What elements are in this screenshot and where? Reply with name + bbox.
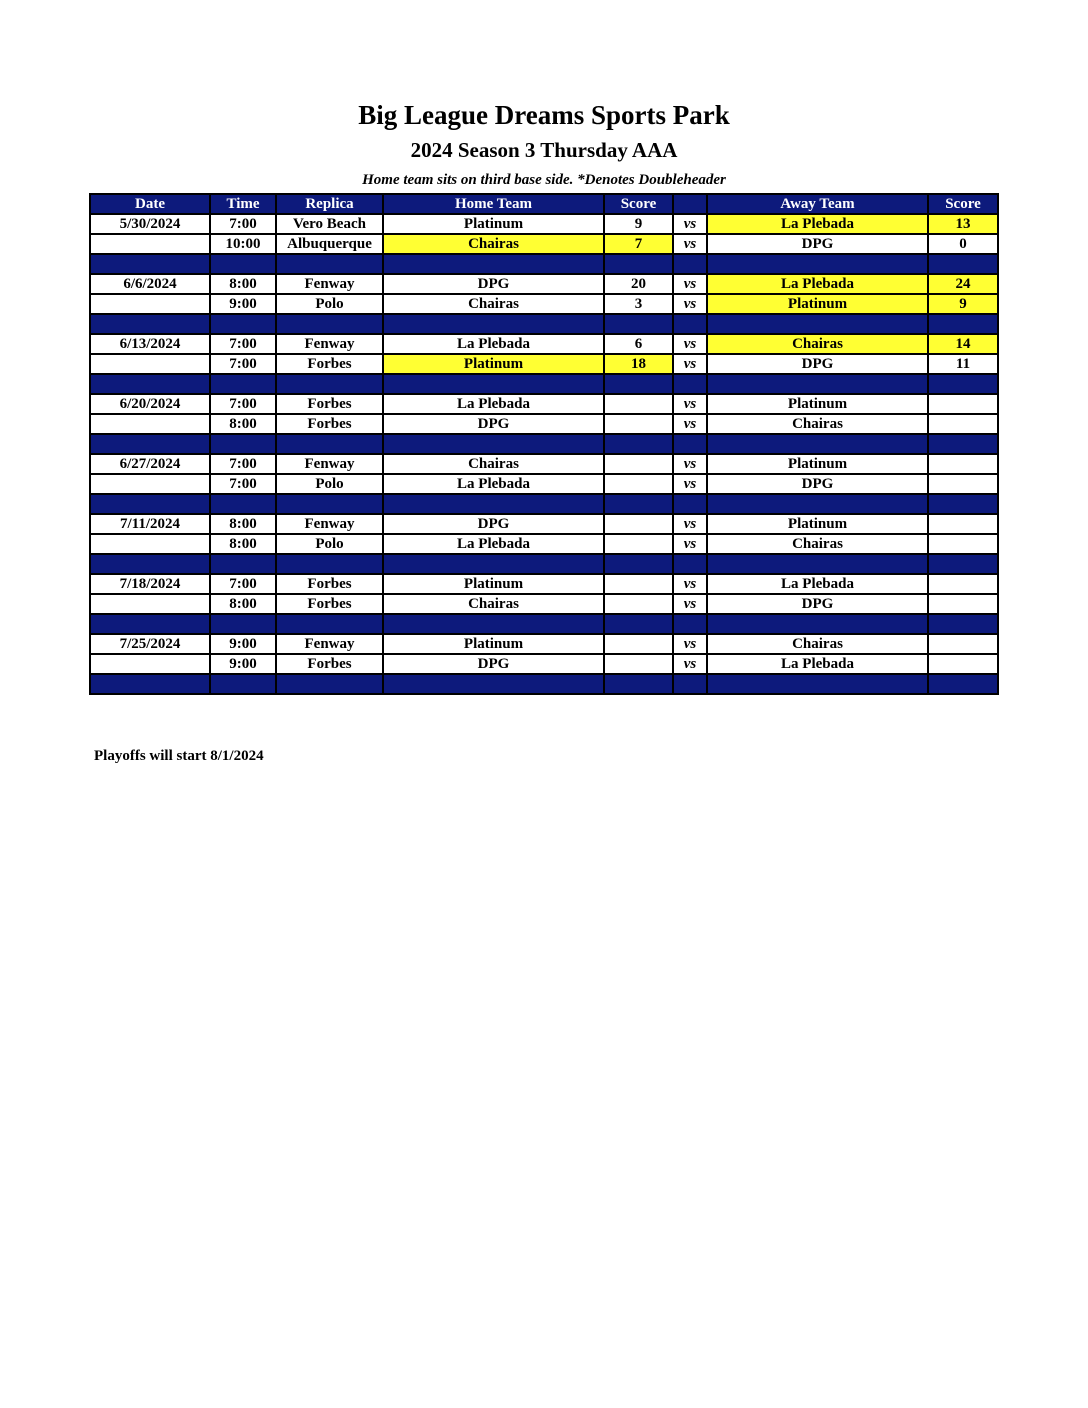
replica-cell: Forbes: [276, 354, 383, 374]
table-row: [90, 294, 998, 314]
header-away-score: Score: [928, 194, 998, 214]
vs-cell: vs: [673, 634, 707, 654]
home-team-cell: La Plebada: [383, 534, 604, 554]
separator-cell: [210, 554, 276, 574]
schedule-note: Home team sits on third base side. *Denotes Doubleheader: [362, 172, 726, 188]
home-team-cell: Chairas: [383, 594, 604, 614]
separator-cell: [276, 254, 383, 274]
separator-cell: [928, 314, 998, 334]
header-time: Time: [210, 194, 276, 214]
replica-cell: Polo: [276, 294, 383, 314]
separator-cell: [673, 554, 707, 574]
home-score-cell: 18: [604, 354, 673, 374]
separator-row: [90, 254, 998, 274]
time-cell: 8:00: [210, 534, 276, 554]
separator-cell: [383, 614, 604, 634]
home-team-cell: DPG: [383, 654, 604, 674]
home-score-cell: [604, 514, 673, 534]
separator-cell: [210, 314, 276, 334]
away-team-cell: Platinum: [707, 294, 928, 314]
away-score-cell: [928, 534, 998, 554]
separator-cell: [210, 374, 276, 394]
home-score-cell: 6: [604, 334, 673, 354]
home-team-cell: Platinum: [383, 634, 604, 654]
table-row: [90, 654, 998, 674]
separator-cell: [210, 254, 276, 274]
replica-cell: Forbes: [276, 394, 383, 414]
date-cell: 5/30/2024: [90, 214, 210, 234]
separator-cell: [673, 314, 707, 334]
separator-row: [90, 614, 998, 634]
date-cell: 6/13/2024: [90, 334, 210, 354]
home-score-cell: 3: [604, 294, 673, 314]
time-cell: 10:00: [210, 234, 276, 254]
separator-row: [90, 674, 998, 694]
header-replica: Replica: [276, 194, 383, 214]
separator-row: [90, 314, 998, 334]
away-score-cell: 9: [928, 294, 998, 314]
away-score-cell: [928, 634, 998, 654]
separator-cell: [90, 434, 210, 454]
replica-cell: Fenway: [276, 274, 383, 294]
separator-row: [90, 554, 998, 574]
replica-cell: Forbes: [276, 654, 383, 674]
time-cell: 7:00: [210, 334, 276, 354]
schedule-table: [89, 193, 999, 695]
replica-cell: Forbes: [276, 574, 383, 594]
replica-cell: Forbes: [276, 594, 383, 614]
vs-cell: vs: [673, 454, 707, 474]
table-row: [90, 454, 998, 474]
table-row: [90, 634, 998, 654]
away-team-cell: DPG: [707, 354, 928, 374]
away-team-cell: DPG: [707, 594, 928, 614]
table-row: [90, 474, 998, 494]
separator-cell: [604, 554, 673, 574]
separator-cell: [707, 554, 928, 574]
away-team-cell: La Plebada: [707, 274, 928, 294]
separator-cell: [210, 614, 276, 634]
date-cell: 7/25/2024: [90, 634, 210, 654]
header-date: Date: [90, 194, 210, 214]
table-row: [90, 274, 998, 294]
date-cell: [90, 294, 210, 314]
separator-cell: [383, 254, 604, 274]
replica-cell: Polo: [276, 534, 383, 554]
away-team-cell: Platinum: [707, 394, 928, 414]
header-away-team: Away Team: [707, 194, 928, 214]
separator-cell: [90, 374, 210, 394]
replica-cell: Fenway: [276, 454, 383, 474]
separator-cell: [928, 494, 998, 514]
vs-cell: vs: [673, 354, 707, 374]
separator-cell: [383, 494, 604, 514]
away-team-cell: Platinum: [707, 514, 928, 534]
time-cell: 9:00: [210, 294, 276, 314]
away-score-cell: [928, 454, 998, 474]
header-home-team: Home Team: [383, 194, 604, 214]
home-score-cell: [604, 654, 673, 674]
home-team-cell: Platinum: [383, 574, 604, 594]
home-team-cell: La Plebada: [383, 394, 604, 414]
date-cell: [90, 234, 210, 254]
vs-cell: vs: [673, 294, 707, 314]
separator-cell: [673, 434, 707, 454]
time-cell: 7:00: [210, 574, 276, 594]
away-score-cell: 13: [928, 214, 998, 234]
away-team-cell: La Plebada: [707, 574, 928, 594]
replica-cell: Fenway: [276, 514, 383, 534]
playoffs-note: Playoffs will start 8/1/2024: [94, 748, 264, 764]
away-score-cell: [928, 654, 998, 674]
vs-cell: vs: [673, 334, 707, 354]
table-row: [90, 594, 998, 614]
separator-cell: [673, 374, 707, 394]
table-row: [90, 574, 998, 594]
separator-cell: [90, 614, 210, 634]
table-row: [90, 354, 998, 374]
time-cell: 7:00: [210, 474, 276, 494]
page-subtitle: 2024 Season 3 Thursday AAA: [410, 138, 678, 162]
separator-cell: [928, 674, 998, 694]
date-cell: [90, 474, 210, 494]
table-row: [90, 234, 998, 254]
away-score-cell: [928, 594, 998, 614]
separator-cell: [90, 314, 210, 334]
away-score-cell: [928, 474, 998, 494]
separator-cell: [707, 494, 928, 514]
separator-cell: [707, 614, 928, 634]
time-cell: 8:00: [210, 514, 276, 534]
home-team-cell: DPG: [383, 514, 604, 534]
date-cell: 6/6/2024: [90, 274, 210, 294]
away-score-cell: [928, 414, 998, 434]
separator-cell: [276, 314, 383, 334]
table-row: [90, 394, 998, 414]
separator-cell: [383, 554, 604, 574]
vs-cell: vs: [673, 594, 707, 614]
separator-cell: [673, 674, 707, 694]
away-team-cell: La Plebada: [707, 214, 928, 234]
separator-cell: [276, 614, 383, 634]
vs-cell: vs: [673, 214, 707, 234]
vs-cell: vs: [673, 534, 707, 554]
vs-cell: vs: [673, 234, 707, 254]
vs-cell: vs: [673, 574, 707, 594]
date-cell: 7/11/2024: [90, 514, 210, 534]
separator-cell: [383, 674, 604, 694]
replica-cell: Vero Beach: [276, 214, 383, 234]
separator-cell: [604, 254, 673, 274]
schedule-body: [90, 214, 998, 694]
separator-cell: [90, 254, 210, 274]
separator-cell: [276, 374, 383, 394]
separator-cell: [383, 434, 604, 454]
separator-cell: [707, 314, 928, 334]
away-team-cell: Chairas: [707, 414, 928, 434]
home-score-cell: 9: [604, 214, 673, 234]
date-cell: [90, 594, 210, 614]
separator-cell: [707, 374, 928, 394]
home-score-cell: [604, 594, 673, 614]
separator-cell: [276, 494, 383, 514]
separator-cell: [604, 674, 673, 694]
home-score-cell: [604, 394, 673, 414]
date-cell: [90, 654, 210, 674]
home-team-cell: Chairas: [383, 234, 604, 254]
date-cell: 6/20/2024: [90, 394, 210, 414]
time-cell: 7:00: [210, 454, 276, 474]
separator-cell: [383, 314, 604, 334]
separator-cell: [928, 554, 998, 574]
separator-cell: [210, 494, 276, 514]
away-score-cell: 0: [928, 234, 998, 254]
table-row: [90, 514, 998, 534]
home-score-cell: [604, 454, 673, 474]
away-score-cell: [928, 574, 998, 594]
separator-cell: [90, 674, 210, 694]
separator-cell: [928, 614, 998, 634]
away-score-cell: 11: [928, 354, 998, 374]
table-row: [90, 334, 998, 354]
time-cell: 9:00: [210, 634, 276, 654]
separator-cell: [928, 254, 998, 274]
time-cell: 7:00: [210, 214, 276, 234]
replica-cell: Forbes: [276, 414, 383, 434]
header-home-score: Score: [604, 194, 673, 214]
date-cell: [90, 414, 210, 434]
time-cell: 8:00: [210, 274, 276, 294]
home-score-cell: [604, 534, 673, 554]
home-score-cell: [604, 574, 673, 594]
away-team-cell: La Plebada: [707, 654, 928, 674]
separator-cell: [673, 494, 707, 514]
away-team-cell: DPG: [707, 474, 928, 494]
header-vs: [673, 194, 707, 214]
time-cell: 7:00: [210, 354, 276, 374]
replica-cell: Albuquerque: [276, 234, 383, 254]
home-team-cell: La Plebada: [383, 474, 604, 494]
vs-cell: vs: [673, 654, 707, 674]
home-team-cell: Platinum: [383, 354, 604, 374]
table-row: [90, 534, 998, 554]
replica-cell: Polo: [276, 474, 383, 494]
home-score-cell: [604, 634, 673, 654]
replica-cell: Fenway: [276, 634, 383, 654]
home-team-cell: La Plebada: [383, 334, 604, 354]
separator-cell: [90, 494, 210, 514]
home-team-cell: Platinum: [383, 214, 604, 234]
separator-cell: [604, 494, 673, 514]
home-score-cell: [604, 414, 673, 434]
separator-cell: [90, 554, 210, 574]
vs-cell: vs: [673, 474, 707, 494]
home-score-cell: 20: [604, 274, 673, 294]
separator-row: [90, 494, 998, 514]
table-row: [90, 214, 998, 234]
away-team-cell: Chairas: [707, 334, 928, 354]
away-team-cell: Chairas: [707, 534, 928, 554]
away-score-cell: [928, 394, 998, 414]
time-cell: 8:00: [210, 414, 276, 434]
separator-cell: [928, 434, 998, 454]
separator-cell: [673, 254, 707, 274]
table-row: [90, 414, 998, 434]
away-team-cell: Platinum: [707, 454, 928, 474]
separator-cell: [707, 434, 928, 454]
separator-cell: [604, 314, 673, 334]
home-team-cell: Chairas: [383, 454, 604, 474]
separator-cell: [707, 674, 928, 694]
separator-cell: [276, 554, 383, 574]
replica-cell: Fenway: [276, 334, 383, 354]
separator-cell: [604, 614, 673, 634]
separator-row: [90, 434, 998, 454]
time-cell: 8:00: [210, 594, 276, 614]
home-score-cell: 7: [604, 234, 673, 254]
date-cell: 7/18/2024: [90, 574, 210, 594]
vs-cell: vs: [673, 274, 707, 294]
date-cell: 6/27/2024: [90, 454, 210, 474]
date-cell: [90, 534, 210, 554]
header-row: [90, 194, 998, 214]
away-score-cell: [928, 514, 998, 534]
separator-cell: [928, 374, 998, 394]
separator-cell: [276, 674, 383, 694]
separator-cell: [673, 614, 707, 634]
away-score-cell: 24: [928, 274, 998, 294]
separator-cell: [383, 374, 604, 394]
home-team-cell: DPG: [383, 414, 604, 434]
separator-row: [90, 374, 998, 394]
home-score-cell: [604, 474, 673, 494]
separator-cell: [276, 434, 383, 454]
time-cell: 7:00: [210, 394, 276, 414]
vs-cell: vs: [673, 514, 707, 534]
vs-cell: vs: [673, 394, 707, 414]
away-team-cell: Chairas: [707, 634, 928, 654]
date-cell: [90, 354, 210, 374]
page-title: Big League Dreams Sports Park: [358, 100, 730, 130]
separator-cell: [604, 374, 673, 394]
away-score-cell: 14: [928, 334, 998, 354]
separator-cell: [210, 434, 276, 454]
separator-cell: [210, 674, 276, 694]
time-cell: 9:00: [210, 654, 276, 674]
vs-cell: vs: [673, 414, 707, 434]
separator-cell: [604, 434, 673, 454]
home-team-cell: Chairas: [383, 294, 604, 314]
home-team-cell: DPG: [383, 274, 604, 294]
away-team-cell: DPG: [707, 234, 928, 254]
separator-cell: [707, 254, 928, 274]
